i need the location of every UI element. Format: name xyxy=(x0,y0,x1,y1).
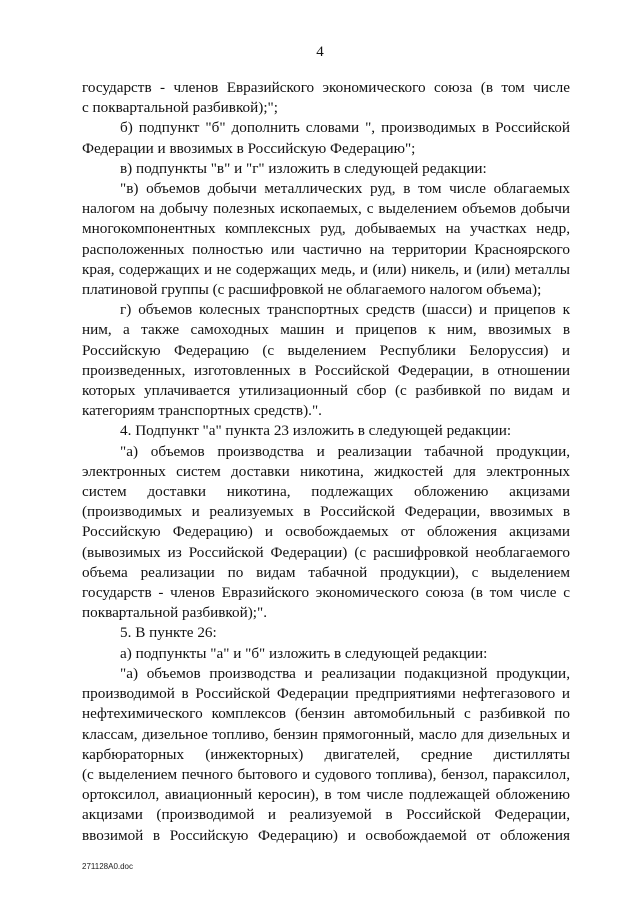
text-line: налогом на добычу полезных ископаемых, с выделением объемов добычи xyxy=(82,200,570,218)
text-line: электронных систем доставки никотина, жидкостей для электронных xyxy=(82,462,570,480)
text-line: нефтехимического комплексов (бензин автомобильный с разбивкой по xyxy=(82,705,570,723)
text-line: государств - членов Евразийского экономического союза (в том числе с xyxy=(82,584,570,602)
text-line: поквартальной разбивкой);". xyxy=(82,604,268,622)
text-line: государств - членов Евразийского экономического союза (в том числе xyxy=(82,79,570,96)
page-number: 4 xyxy=(316,44,324,60)
text-line: а) подпункты "а" и "б" изложить в следующей редакции: xyxy=(120,644,488,662)
text-line: 4. Подпункт "а" пункта 23 изложить в следующей редакции: xyxy=(120,422,512,440)
text-line: с поквартальной разбивкой);"; xyxy=(82,99,278,117)
text-line: (производимых и реализуемых в Российской Федерации, ввозимых в xyxy=(82,503,570,521)
text-line: "а) объемов производства и реализации табачной продукции, xyxy=(120,442,570,460)
text-line: акцизами (производимой и реализуемой в Российской Федерации, xyxy=(82,806,570,824)
text-line: платиновой группы (с расшифровкой не облагаемого налогом объема); xyxy=(82,281,542,299)
text-line: расположенных полностью или частично на территории Красноярского xyxy=(82,240,570,258)
text-line: ортоксилол, авиационный керосин), в том числе подлежащей обложению xyxy=(82,786,570,804)
text-line: произведенных, изготовленных в Российской Федерации, в отношении xyxy=(82,361,570,379)
text-line: "в) объемов добычи металлических руд, в том числе облагаемых xyxy=(120,180,570,198)
text-line: объема реализации по видам табачной продукции), с выделением xyxy=(82,563,570,581)
text-line: б) подпункт "б" дополнить словами ", производимых в Российской xyxy=(120,119,570,137)
text-line: Российскую Федерацию (с выделением Республики Белоруссия) и xyxy=(82,341,570,359)
text-line: (вывозимых из Российской Федерации) (с расшифровкой необлагаемого xyxy=(82,543,570,561)
text-line: (с выделением печного бытового и судового топлива), бензол, параксилол, xyxy=(82,765,570,783)
text-line: систем доставки никотина, подлежащих обложению акцизами xyxy=(82,483,570,501)
text-line: ввозимой в Российскую Федерацию) и освобождаемой от обложения xyxy=(82,826,570,844)
document-body xyxy=(82,78,570,846)
text-line: г) объемов колесных транспортных средств (шасси) и прицепов к xyxy=(120,301,570,319)
text-line: в) подпункты "в" и "г" изложить в следующей редакции: xyxy=(120,159,487,177)
text-line: многокомпонентных комплексных руд, добываемых на участках недр, xyxy=(82,220,570,238)
text-line: "а) объемов производства и реализации подакцизной продукции, xyxy=(120,664,570,682)
text-line: Федерации и ввозимых в Российскую Федерацию"; xyxy=(82,139,416,157)
file-name-footer: 271128A0.doc xyxy=(82,862,134,871)
text-line: края, содержащих и не содержащих медь, и (или) никель, и (или) металлы xyxy=(82,260,570,278)
text-line: производимой в Российской Федерации предприятиями нефтегазового и xyxy=(82,685,570,703)
text-line: Российскую Федерацию) и освобождаемых от обложения акцизами xyxy=(82,523,570,541)
text-line: категориям транспортных средств).". xyxy=(82,402,322,420)
text-line: ним, а также самоходных машин и прицепов к ним, ввозимых в xyxy=(82,321,570,339)
text-line: которых уплачивается утилизационный сбор (с разбивкой по видам и xyxy=(82,382,570,400)
text-line: 5. В пункте 26: xyxy=(120,624,217,642)
text-line: классам, дизельное топливо, бензин прямогонный, масло для дизельных и xyxy=(82,725,570,743)
text-line: карбюраторных (инжекторных) двигателей, средние дистилляты xyxy=(82,745,570,763)
